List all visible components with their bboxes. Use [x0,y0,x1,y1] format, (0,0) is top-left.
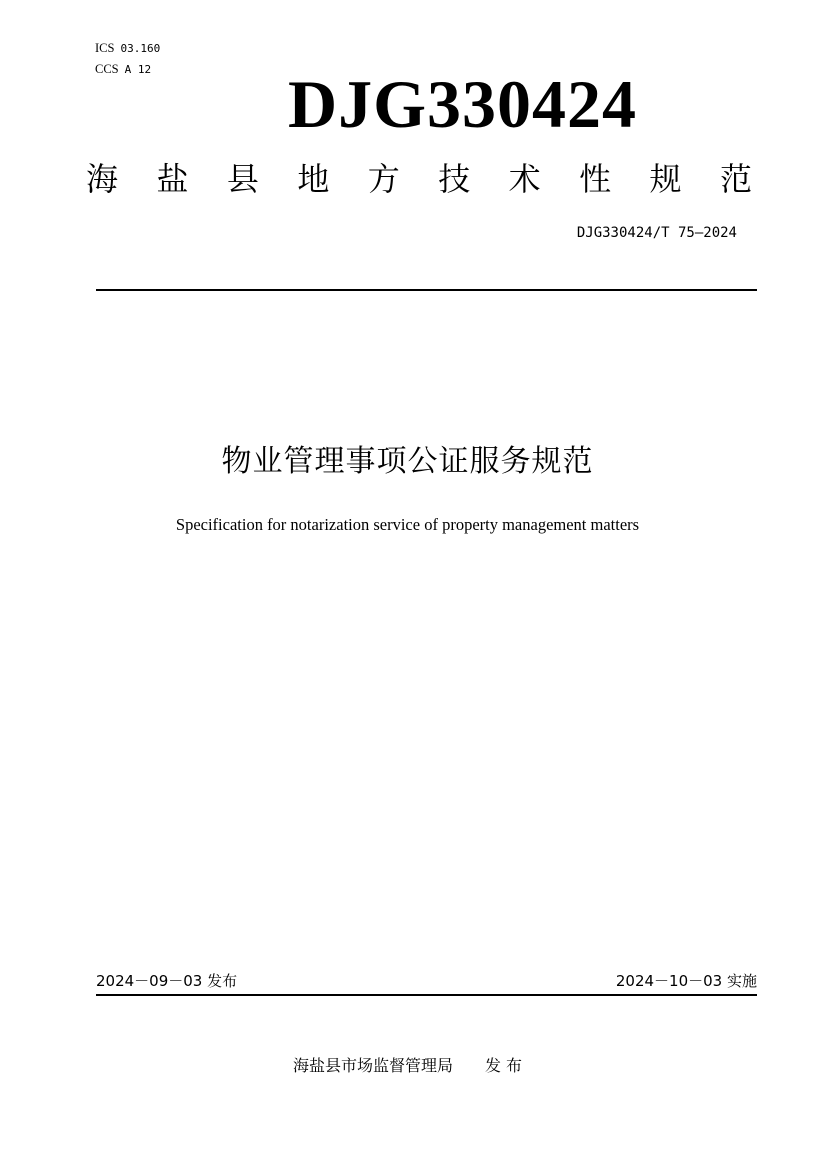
standard-code: DJG330424 [288,66,637,142]
document-title-cn: 物业管理事项公证服务规范 [221,444,594,479]
ccs-value: A 12 [124,63,152,76]
top-divider [96,289,757,291]
org-char: 技 [438,160,471,198]
bottom-divider [96,994,757,996]
ccs-code [95,61,151,78]
ics-label: ICS [95,41,115,55]
org-char: 范 [719,160,752,198]
standard-number: DJG330424/T 75—2024 [576,225,737,241]
org-char: 地 [297,160,330,198]
ics-code [95,40,160,57]
date-row [96,970,757,996]
org-char: 性 [579,160,612,198]
org-char: 术 [508,160,541,198]
issuer-line [0,1053,815,1076]
org-char: 规 [649,160,682,198]
ics-value: 03.160 [120,42,161,55]
issuer-name: 海盐县市场监督管理局 [292,1056,453,1075]
org-char: 海 [86,160,119,198]
org-char: 县 [226,160,259,198]
implement-date: 2024－10－03 实施 [615,972,757,990]
release-date: 2024－09－03 发布 [96,972,238,990]
organization-title [86,156,752,202]
document-title-en: Specification for notarization service of property management matters [175,515,640,534]
org-char: 方 [367,160,400,198]
ccs-label: CCS [95,62,119,76]
org-char: 盐 [156,160,189,198]
issuer-action: 发 布 [484,1056,523,1075]
